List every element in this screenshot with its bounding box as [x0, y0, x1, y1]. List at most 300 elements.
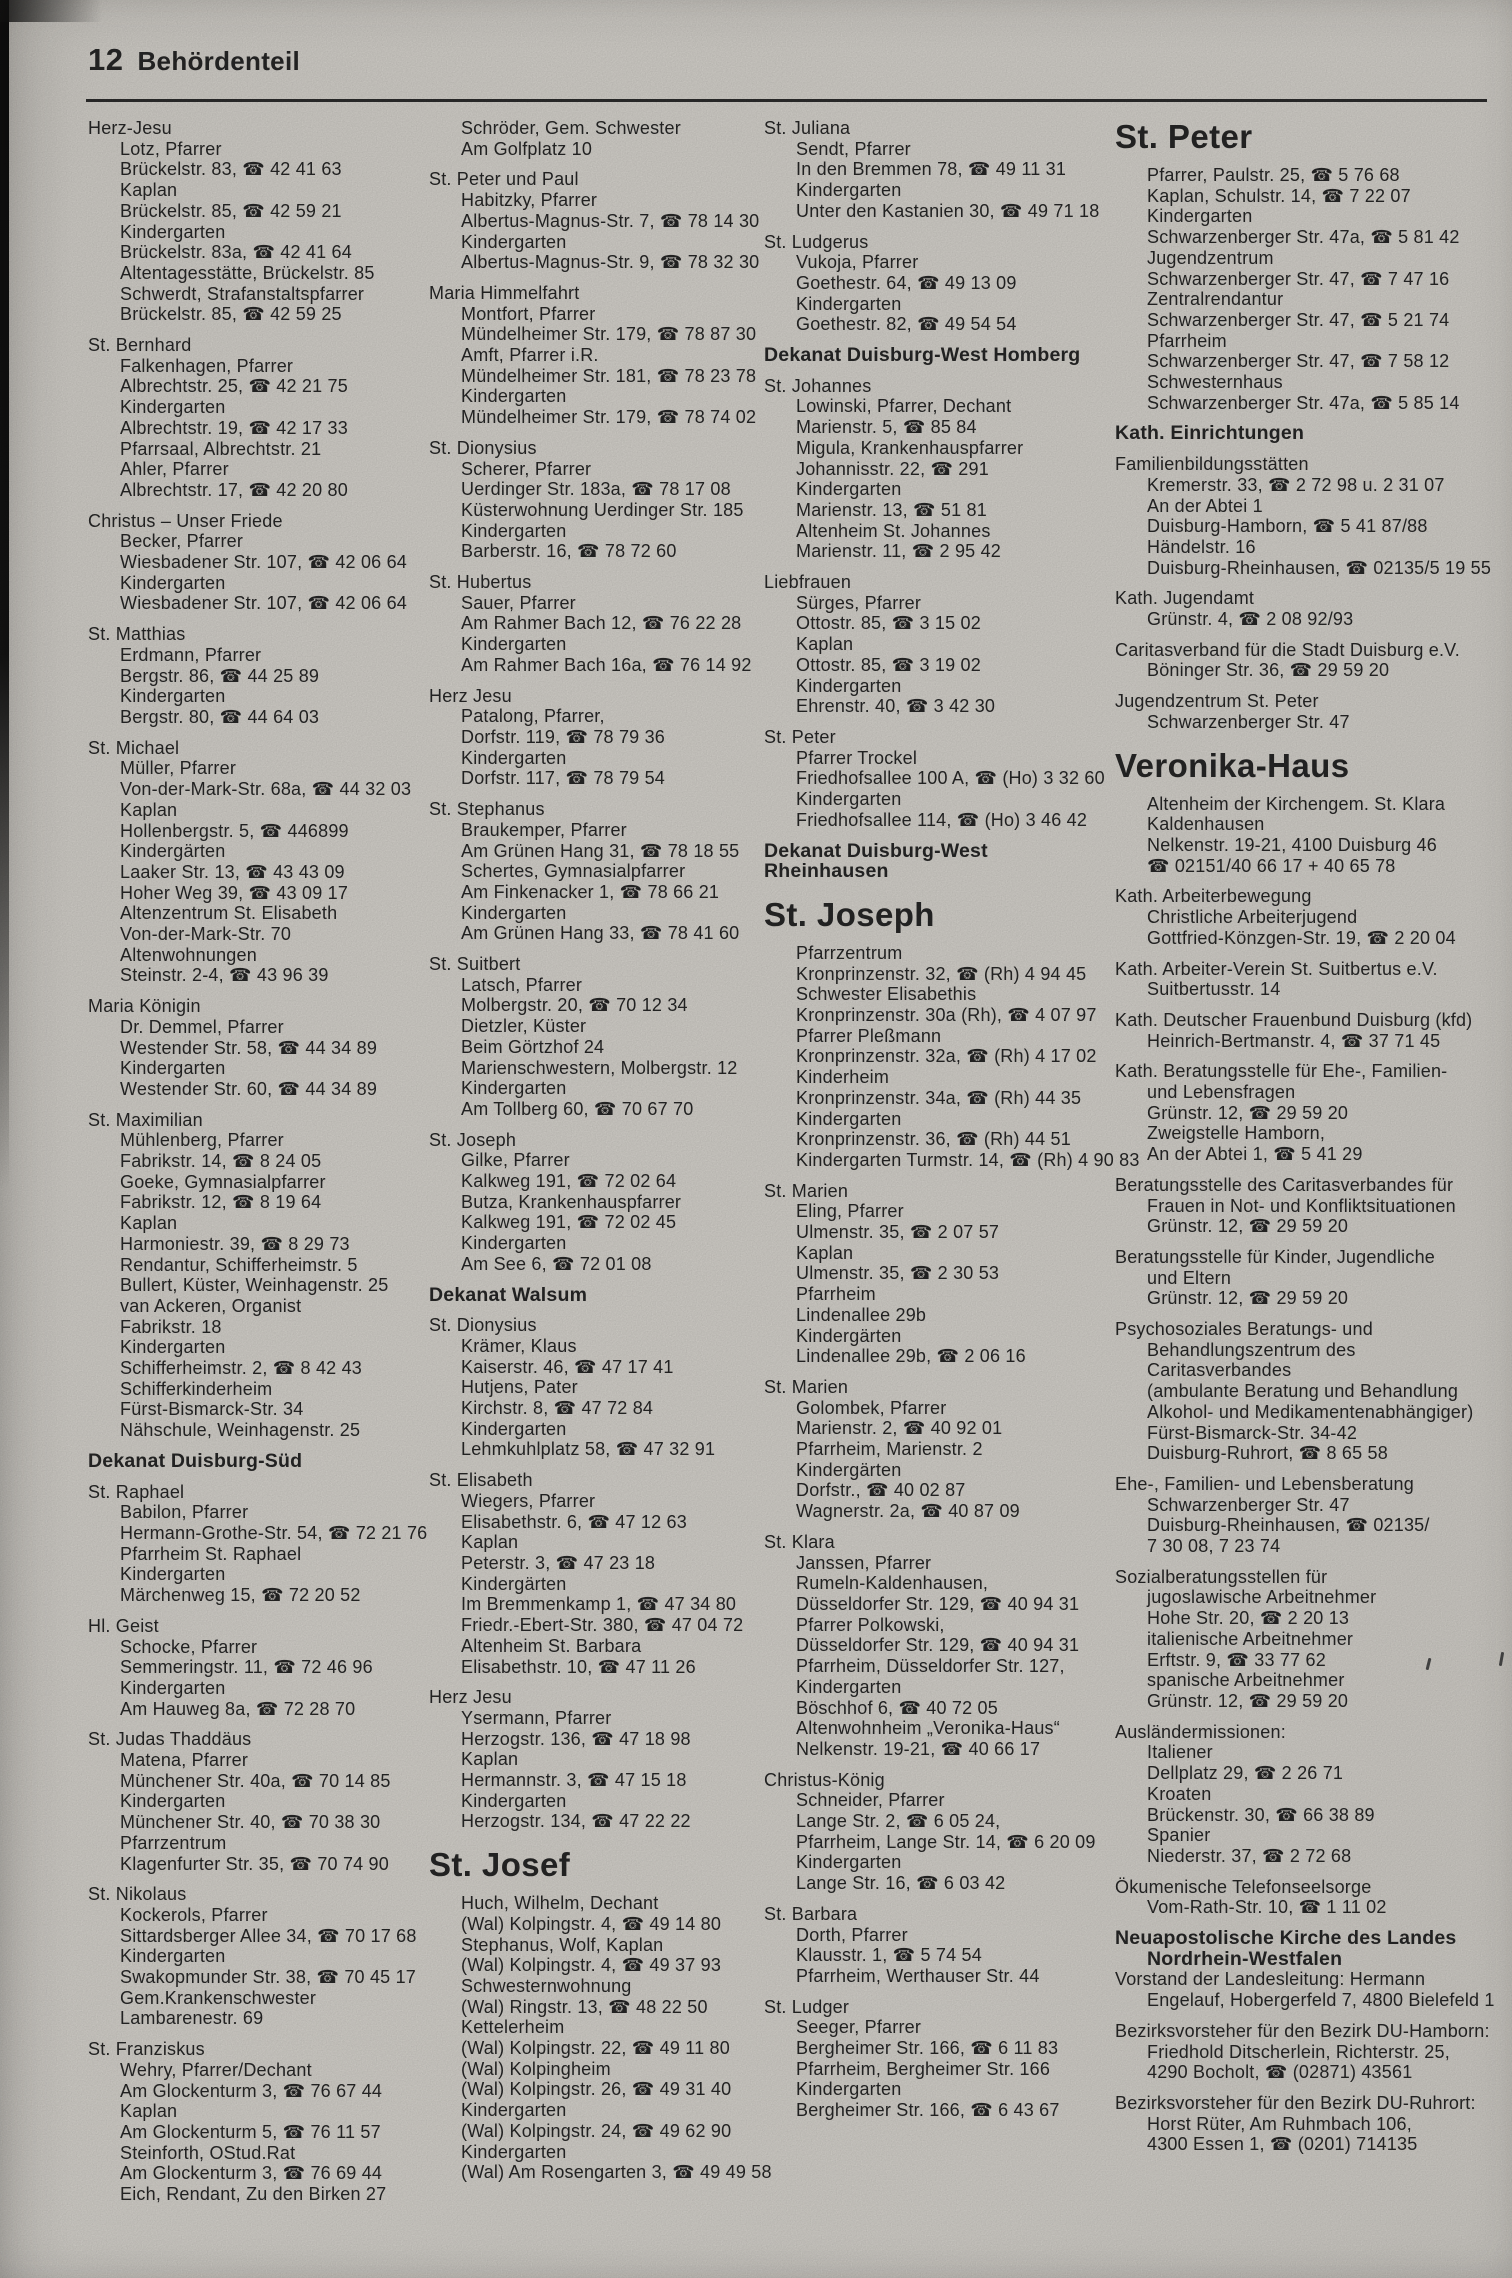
entry-line: Krämer, Klaus [461, 1335, 577, 1356]
directory-block [1115, 959, 1512, 1000]
entry-line: Schifferkinderheim [120, 1378, 273, 1399]
entry-line: Pfarrheim, Marienstr. 2 [796, 1439, 983, 1460]
entry-line: Kindergarten [120, 572, 226, 593]
entry-line: Böschhof 6, ☎ 40 72 05 [796, 1697, 998, 1718]
entry-line: Am Tollberg 60, ☎ 70 67 70 [461, 1098, 694, 1119]
entry-line: Kaiserstr. 46, ☎ 47 17 41 [461, 1356, 674, 1377]
entry-heading: Sozialberatungsstellen für [1115, 1566, 1328, 1587]
entry-heading: St. Franziskus [88, 2039, 205, 2060]
entry-line: Duisburg-Ruhrort, ☎ 8 65 58 [1147, 1443, 1388, 1464]
entry-line: Lange Str. 16, ☎ 6 03 42 [796, 1873, 1006, 1894]
entry-line: Kindergarten [461, 520, 567, 541]
entry-line: Am Hauweg 8a, ☎ 72 28 70 [120, 1698, 356, 1719]
entry-heading: St. Stephanus [429, 799, 545, 820]
entry-line: Altenwohnungen [120, 944, 257, 965]
entry-line: Friedhofsallee 100 A, ☎ (Ho) 3 32 60 [796, 768, 1105, 789]
entry-line: Caritasverbandes [1147, 1360, 1292, 1381]
entry-line: Marienstr. 13, ☎ 51 81 [796, 499, 987, 520]
directory-block [429, 1470, 774, 1677]
entry-line: Goethestr. 82, ☎ 49 54 54 [796, 314, 1017, 335]
entry-line: Schifferheimstr. 2, ☎ 8 42 43 [120, 1358, 363, 1379]
entry-line: Babilon, Pfarrer [120, 1502, 249, 1523]
entry-line: Elisabethstr. 6, ☎ 47 12 63 [461, 1511, 687, 1532]
directory-block [88, 1482, 433, 1606]
entry-line: Ehrenstr. 40, ☎ 3 42 30 [796, 696, 996, 717]
entry-heading: St. Bernhard [88, 335, 192, 356]
entry-line: Ottostr. 85, ☎ 3 19 02 [796, 654, 981, 675]
entry-line: Kindergarten Turmstr. 14, ☎ (Rh) 4 90 83 [796, 1149, 1140, 1170]
entry-line: Hermann-Grothe-Str. 54, ☎ 72 21 76 [120, 1523, 428, 1543]
entry-line: Marienstr. 5, ☎ 85 84 [796, 417, 977, 438]
directory-block [88, 996, 433, 1100]
entry-heading: Kath. Jugendamt [1115, 588, 1255, 609]
entry-heading: Bezirksvorsteher für den Bezirk DU-Ruhrort: [1115, 2092, 1476, 2113]
entry-line: Kindergarten [461, 2100, 567, 2121]
dekanat-heading: Rheinhausen [764, 860, 889, 883]
directory-block [764, 1532, 1116, 1760]
entry-line: Schwarzenberger Str. 47, ☎ 7 58 12 [1147, 351, 1450, 372]
entry-line: Kindergarten [796, 479, 902, 500]
entry-line: Grünstr. 12, ☎ 29 59 20 [1147, 1216, 1349, 1237]
entry-line: Schwarzenberger Str. 47, ☎ 7 47 16 [1147, 268, 1450, 289]
entry-line: Kaldenhausen [1147, 814, 1265, 835]
directory-block [429, 1130, 774, 1275]
entry-heading: Beratungsstelle des Caritasverbandes für [1115, 1174, 1454, 1195]
entry-line: (Wal) Kolpingstr. 24, ☎ 49 62 90 [461, 2120, 732, 2141]
entry-heading: Beratungsstelle für Kinder, Jugendliche [1115, 1246, 1435, 1267]
entry-line: Vom-Rath-Str. 10, ☎ 1 11 02 [1147, 1897, 1387, 1918]
directory-block [764, 1904, 1116, 1987]
entry-heading: Christus-König [764, 1769, 885, 1790]
entry-line: Kindergarten [120, 397, 226, 418]
entry-line: Goethestr. 64, ☎ 49 13 09 [796, 272, 1017, 293]
entry-line: Dorfstr. 119, ☎ 78 79 36 [461, 726, 665, 747]
entry-line: jugoslawische Arbeitnehmer [1147, 1587, 1377, 1608]
entry-heading: Kath. Arbeiter-Verein St. Suitbertus e.V. [1115, 958, 1438, 979]
entry-line: Kindergarten [461, 1078, 567, 1099]
directory-block [88, 1729, 433, 1874]
entry-line: Frauen in Not- und Konfliktsituationen [1147, 1195, 1456, 1216]
entry-line: Kroaten [1147, 1783, 1212, 1804]
entry-line: Kindergärten [120, 841, 226, 862]
entry-line: Schwarzenberger Str. 47a, ☎ 5 85 14 [1147, 392, 1460, 413]
entry-heading: Kath. Beratungsstelle für Ehe-, Familien- [1115, 1061, 1448, 1082]
entry-line: Nähschule, Weinhagenstr. 25 [120, 1420, 361, 1441]
entry-heading: St. Ludgerus [764, 231, 869, 252]
directory-block [1115, 1175, 1512, 1237]
parish-headline: St. Josef [429, 1846, 571, 1884]
dekanat-heading: Dekanat Duisburg-Süd [88, 1449, 303, 1472]
entry-line: Kronprinzenstr. 32a, ☎ (Rh) 4 17 02 [796, 1046, 1097, 1067]
entry-line: Hutjens, Pater [461, 1377, 578, 1398]
entry-line: Alkohol- und Medikamentenabhängiger) [1147, 1401, 1474, 1422]
entry-line: Niederstr. 37, ☎ 2 72 68 [1147, 1845, 1352, 1866]
parish-headline: St. Joseph [764, 895, 935, 933]
entry-line: Erftstr. 9, ☎ 33 77 62 [1147, 1649, 1326, 1670]
directory-block [88, 624, 433, 728]
directory-block [429, 686, 774, 790]
directory-block [1115, 747, 1512, 877]
entry-line: Mündelheimer Str. 179, ☎ 78 87 30 [461, 324, 757, 345]
entry-line: Pfarrheim, Bergheimer Str. 166 [796, 2058, 1051, 2079]
entry-heading: St. Judas Thaddäus [88, 1729, 252, 1750]
entry-line: Suitbertusstr. 14 [1147, 979, 1281, 1000]
directory-block [764, 1181, 1116, 1367]
entry-line: Becker, Pfarrer [120, 531, 244, 552]
column-3 [764, 118, 1140, 2131]
entry-line: Schwarzenberger Str. 47a, ☎ 5 81 42 [1147, 227, 1460, 248]
entry-line: Jugendzentrum [1147, 247, 1274, 268]
entry-line: Butza, Krankenhauspfarrer [461, 1191, 682, 1212]
entry-line: Steinforth, OStud.Rat [120, 2142, 296, 2163]
entry-line: Friedhofsallee 114, ☎ (Ho) 3 46 42 [796, 809, 1088, 830]
entry-line: (Wal) Ringstr. 13, ☎ 48 22 50 [461, 1996, 708, 2017]
entry-line: Bullert, Küster, Weinhagenstr. 25 [120, 1275, 389, 1296]
entry-line: Harmoniestr. 39, ☎ 8 29 73 [120, 1233, 350, 1254]
entry-line: Am Glockenturm 3, ☎ 76 67 44 [120, 2080, 383, 2101]
scan-edge-left [0, 0, 9, 1190]
entry-line: Kaplan [120, 180, 178, 201]
directory-block [764, 345, 1116, 366]
entry-line: (Wal) Am Rosengarten 3, ☎ 49 49 58 [461, 2162, 772, 2183]
entry-line: Matena, Pfarrer [120, 1750, 249, 1771]
entry-line: Kaplan [120, 2101, 178, 2122]
entry-heading: St. Barbara [764, 1903, 858, 1924]
entry-line: Schwesternwohnung [461, 1975, 632, 1996]
header-rule [86, 99, 1487, 102]
entry-line: Uerdinger Str. 183a, ☎ 78 17 08 [461, 479, 731, 500]
entry-line: Kindergarten [461, 634, 567, 655]
entry-heading: Familienbildungsstätten [1115, 454, 1309, 475]
directory-block [1115, 454, 1512, 578]
directory-block [764, 727, 1116, 831]
entry-line: Altenheim St. Johannes [796, 520, 991, 541]
entry-line: Pfarrzentrum [120, 1832, 227, 1853]
entry-line: Migula, Krankenhauspfarrer [796, 437, 1024, 458]
entry-line: Schocke, Pfarrer [120, 1636, 258, 1657]
entry-line: Eich, Rendant, Zu den Birken 27 [120, 2184, 387, 2205]
entry-line: Brückenstr. 30, ☎ 66 38 89 [1147, 1804, 1375, 1825]
entry-line: Christliche Arbeiterjugend [1147, 907, 1358, 928]
entry-line: Fabrikstr. 18 [120, 1316, 222, 1337]
entry-line: Schwarzenberger Str. 47 [1147, 1494, 1350, 1515]
directory-block [1115, 691, 1512, 732]
directory-block [1115, 1061, 1512, 1165]
entry-line: Kindergarten [461, 2141, 567, 2162]
entry-line: Am Grünen Hang 31, ☎ 78 18 55 [461, 840, 740, 861]
dekanat-heading: Kath. Einrichtungen [1115, 422, 1305, 445]
entry-heading: St. Dionysius [429, 437, 537, 458]
entry-line: Düsseldorfer Str. 129, ☎ 40 94 31 [796, 1594, 1080, 1614]
entry-line: Händelstr. 16 [1147, 536, 1256, 557]
entry-line: (Wal) Kolpingstr. 4, ☎ 49 14 80 [461, 1913, 722, 1934]
entry-line: Brückelstr. 83a, ☎ 42 41 64 [120, 242, 352, 263]
entry-line: Herzogstr. 136, ☎ 47 18 98 [461, 1728, 691, 1749]
entry-line: Marienstr. 2, ☎ 40 92 01 [796, 1418, 1003, 1439]
directory-block [1115, 588, 1512, 629]
entry-line: Albrechtstr. 17, ☎ 42 20 80 [120, 479, 348, 500]
entry-line: Brückelstr. 85, ☎ 42 59 21 [120, 200, 342, 221]
entry-line: (ambulante Beratung und Behandlung [1147, 1381, 1459, 1402]
entry-line: Pfarrheim St. Raphael [120, 1543, 302, 1564]
entry-line: Kronprinzenstr. 36, ☎ (Rh) 44 51 [796, 1129, 1071, 1150]
entry-line: Pfarrheim, Werthauser Str. 44 [796, 1965, 1040, 1986]
directory-block [429, 799, 774, 944]
entry-heading: St. Matthias [88, 624, 186, 645]
entry-line: Nelkenstr. 19-21, 4100 Duisburg 46 [1147, 834, 1437, 855]
entry-heading: St. Maximilian [88, 1109, 203, 1130]
entry-line: Am Glockenturm 3, ☎ 76 69 44 [120, 2163, 383, 2184]
entry-heading: Hl. Geist [88, 1615, 159, 1636]
entry-line: Ysermann, Pfarrer [461, 1707, 612, 1728]
entry-heading: Maria Königin [88, 996, 201, 1017]
entry-line: Wehry, Pfarrer/Dechant [120, 2059, 312, 2080]
entry-line: Altenheim St. Barbara [461, 1635, 642, 1656]
entry-line: Fürst-Bismarck-Str. 34-42 [1147, 1422, 1358, 1443]
directory-block [429, 954, 774, 1120]
entry-line: van Ackeren, Organist [120, 1295, 302, 1316]
entry-line: Altenzentrum St. Elisabeth [120, 903, 338, 924]
entry-line: Kindergarten [796, 1108, 902, 1129]
directory-block [88, 511, 433, 615]
entry-line: Schwerdt, Strafanstaltspfarrer [120, 283, 365, 304]
entry-line: und Lebensfragen [1147, 1082, 1296, 1103]
entry-line: italienische Arbeitnehmer [1147, 1628, 1354, 1649]
entry-heading: Bezirksvorsteher für den Bezirk DU-Hamborn: [1115, 2020, 1490, 2041]
entry-line: Kindergarten [461, 902, 567, 923]
entry-line: Küsterwohnung Uerdinger Str. 185 [461, 499, 744, 520]
directory-block [1115, 2093, 1512, 2155]
entry-line: Kindergarten [120, 1677, 226, 1698]
entry-line: Kremerstr. 33, ☎ 2 72 98 u. 2 31 07 [1147, 474, 1445, 495]
entry-line: Kindergarten [120, 686, 226, 707]
entry-line: Kindergarten [120, 1791, 226, 1812]
entry-line: Kaplan [796, 1242, 854, 1263]
entry-line: Stephanus, Wolf, Kaplan [461, 1934, 664, 1955]
entry-line: Wiesbadener Str. 107, ☎ 42 06 64 [120, 552, 407, 573]
directory-block [764, 841, 1116, 882]
entry-line: Lindenallee 29b [796, 1304, 927, 1325]
entry-line: Dellplatz 29, ☎ 2 26 71 [1147, 1763, 1344, 1784]
directory-block [1115, 1010, 1512, 1051]
entry-line: Kronprinzenstr. 34a, ☎ (Rh) 44 35 [796, 1087, 1082, 1108]
entry-line: Ottostr. 85, ☎ 3 15 02 [796, 613, 981, 634]
entry-line: Mündelheimer Str. 181, ☎ 78 23 78 [461, 365, 757, 386]
entry-heading: St. Peter und Paul [429, 169, 579, 190]
entry-line: Kaplan [461, 1532, 519, 1553]
entry-line: Nelkenstr. 19-21, ☎ 40 66 17 [796, 1738, 1041, 1759]
entry-line: Kindergarten [1147, 206, 1253, 227]
page-number: 12 [88, 42, 124, 77]
entry-line: Albrechtstr. 25, ☎ 42 21 75 [120, 376, 348, 397]
entry-line: Vukoja, Pfarrer [796, 252, 919, 273]
entry-line: Münchener Str. 40a, ☎ 70 14 85 [120, 1770, 391, 1791]
entry-line: Dorfstr. 117, ☎ 78 79 54 [461, 768, 665, 789]
entry-line: Johannisstr. 22, ☎ 291 [796, 458, 989, 479]
entry-line: Kindergarten [120, 1564, 226, 1585]
directory-block [1115, 1567, 1512, 1712]
entry-line: Kettelerheim [461, 2017, 565, 2038]
entry-line: Grünstr. 12, ☎ 29 59 20 [1147, 1691, 1349, 1711]
entry-line: Am Rahmer Bach 16a, ☎ 76 14 92 [461, 654, 752, 675]
entry-line: Kirchstr. 8, ☎ 47 72 84 [461, 1398, 654, 1419]
entry-line: Montfort, Pfarrer [461, 303, 596, 324]
column-4 [1115, 118, 1512, 2165]
entry-heading: St. Raphael [88, 1481, 185, 1502]
entry-line: Spanier [1147, 1825, 1211, 1846]
directory-block [429, 1285, 774, 1306]
directory-block [1115, 423, 1512, 444]
entry-line: Kindergarten [796, 180, 902, 201]
entry-line: Hohe Str. 20, ☎ 2 20 13 [1147, 1608, 1350, 1629]
entry-line: Kalkweg 191, ☎ 72 02 45 [461, 1212, 677, 1233]
entry-line: Habitzky, Pfarrer [461, 190, 598, 211]
entry-line: Von-der-Mark-Str. 70 [120, 924, 292, 945]
entry-line: Latsch, Pfarrer [461, 974, 583, 995]
entry-line: Pfarrer Trockel [796, 747, 918, 768]
entry-line: Duisburg-Rheinhausen, ☎ 02135/ [1147, 1515, 1430, 1536]
entry-line: Italiener [1147, 1742, 1213, 1763]
directory-block [88, 118, 433, 325]
entry-line: Kaplan [120, 1213, 178, 1234]
entry-line: Zentralrendantur [1147, 289, 1284, 310]
entry-line: Braukemper, Pfarrer [461, 819, 627, 840]
entry-heading: Psychosoziales Beratungs- und [1115, 1319, 1373, 1340]
entry-line: Lindenallee 29b, ☎ 2 06 16 [796, 1346, 1026, 1367]
entry-heading: St. Peter [764, 726, 836, 747]
entry-line: Duisburg-Hamborn, ☎ 5 41 87/88 [1147, 516, 1428, 537]
entry-line: Sittardsberger Allee 34, ☎ 70 17 68 [120, 1925, 417, 1946]
entry-line: Von-der-Mark-Str. 68a, ☎ 44 32 03 [120, 779, 412, 800]
entry-line: Düsseldorfer Str. 129, ☎ 40 94 31 [796, 1635, 1080, 1656]
directory-block [1115, 1722, 1512, 1867]
entry-line: In den Bremmen 78, ☎ 49 11 31 [796, 159, 1067, 180]
entry-line: Kindergarten [120, 1946, 226, 1967]
entry-line: Am Glockenturm 5, ☎ 76 11 57 [120, 2121, 381, 2142]
entry-line: Pfarrzentrum [796, 942, 903, 963]
entry-line: Pfarrheim, Lange Str. 14, ☎ 6 20 09 [796, 1831, 1096, 1852]
entry-line: Kindergärten [796, 1325, 902, 1346]
directory-block [1115, 2021, 1512, 2083]
dekanat-heading: Dekanat Walsum [429, 1283, 588, 1306]
entry-line: Heinrich-Bertmanstr. 4, ☎ 37 71 45 [1147, 1030, 1441, 1051]
entry-line: Golombek, Pfarrer [796, 1397, 947, 1418]
entry-heading: Kath. Deutscher Frauenbund Duisburg (kfd) [1115, 1009, 1473, 1030]
directory-block [429, 169, 774, 273]
entry-line: Kindergarten [796, 293, 902, 314]
directory-block [1115, 886, 1512, 948]
directory-block [429, 283, 774, 428]
entry-heading: St. Suitbert [429, 954, 521, 975]
directory-block [429, 1687, 774, 1832]
entry-heading: Ökumenische Telefonseelsorge [1115, 1876, 1372, 1897]
entry-line: Pfarrer Polkowski, [796, 1614, 945, 1635]
entry-line: Sauer, Pfarrer [461, 592, 576, 613]
entry-line: Gem.Krankenschwester [120, 1987, 317, 2008]
directory-block [764, 1997, 1116, 2121]
entry-line: Dorfstr., ☎ 40 02 87 [796, 1480, 966, 1501]
directory-block [764, 572, 1116, 717]
entry-line: Westender Str. 60, ☎ 44 34 89 [120, 1078, 378, 1099]
entry-heading: St. Ludger [764, 1996, 850, 2017]
entry-line: Laaker Str. 13, ☎ 43 43 09 [120, 861, 345, 882]
entry-line: (Wal) Kolpingheim [461, 2058, 611, 2079]
entry-line: Molbergstr. 20, ☎ 70 12 34 [461, 995, 688, 1016]
entry-line: Pfarrer Pleßmann [796, 1025, 942, 1046]
entry-line: Kaplan [796, 634, 854, 655]
entry-line: Pfarrer, Paulstr. 25, ☎ 5 76 68 [1147, 165, 1400, 185]
entry-line: Altenheim der Kirchengem. St. Klara [1147, 793, 1446, 814]
entry-line: Fabrikstr. 12, ☎ 8 19 64 [120, 1192, 322, 1213]
entry-line: Kindergarten [120, 1058, 226, 1079]
entry-line: Kindergarten [461, 386, 567, 407]
entry-heading: Caritasverband für die Stadt Duisburg e.V. [1115, 639, 1460, 660]
entry-line: Falkenhagen, Pfarrer [120, 355, 294, 376]
entry-line: Kindergarten [461, 747, 567, 768]
entry-line: Am Rahmer Bach 12, ☎ 76 22 28 [461, 613, 742, 634]
entry-heading: St. Joseph [429, 1129, 517, 1150]
entry-line: Sendt, Pfarrer [796, 138, 911, 159]
entry-line: Fabrikstr. 14, ☎ 8 24 05 [120, 1151, 322, 1172]
parish-headline: Veronika-Haus [1115, 746, 1350, 784]
entry-line: Am Golfplatz 10 [461, 138, 593, 159]
entry-line: Ulmenstr. 35, ☎ 2 30 53 [796, 1263, 1000, 1284]
entry-line: Im Bremmenkamp 1, ☎ 47 34 80 [461, 1594, 737, 1615]
entry-line: Münchener Str. 40, ☎ 70 38 30 [120, 1812, 381, 1833]
column-2 [429, 118, 774, 2193]
column-1 [88, 118, 433, 2215]
entry-line: Kaplan [461, 1749, 519, 1770]
parish-headline: St. Peter [1115, 118, 1253, 155]
entry-line: Kindergärten [796, 1459, 902, 1480]
entry-line: Elisabethstr. 10, ☎ 47 11 26 [461, 1656, 696, 1677]
directory-block [764, 1770, 1116, 1894]
entry-line: Lange Str. 2, ☎ 6 05 24, [796, 1811, 1001, 1832]
entry-line: Am Grünen Hang 33, ☎ 78 41 60 [461, 923, 740, 944]
directory-block [1115, 1319, 1512, 1464]
entry-line: Fürst-Bismarck-Str. 34 [120, 1399, 304, 1420]
entry-line: Janssen, Pfarrer [796, 1552, 932, 1573]
scan-edge-top-left [0, 0, 120, 22]
directory-block [1115, 1474, 1512, 1557]
entry-line: Swakopmunder Str. 38, ☎ 70 45 17 [120, 1967, 416, 1988]
entry-line: Märchenweg 15, ☎ 72 20 52 [120, 1585, 361, 1606]
entry-heading: St. Klara [764, 1531, 835, 1552]
entry-line: Klagenfurter Str. 35, ☎ 70 74 90 [120, 1853, 389, 1874]
directory-block [88, 1110, 433, 1441]
directory-block [88, 2039, 433, 2205]
entry-heading: Christus – Unser Friede [88, 510, 283, 531]
entry-line: Duisburg-Rheinhausen, ☎ 02135/5 19 55 [1147, 557, 1492, 578]
entry-line: Behandlungszentrum des [1147, 1339, 1356, 1360]
entry-line: Lowinski, Pfarrer, Dechant [796, 396, 1012, 417]
entry-line: Sürges, Pfarrer [796, 592, 922, 613]
entry-line: 7 30 08, 7 23 74 [1147, 1536, 1281, 1557]
entry-line: Wiegers, Pfarrer [461, 1490, 596, 1511]
entry-line: Kaplan [120, 799, 178, 820]
entry-line: Huch, Wilhelm, Dechant [461, 1893, 659, 1914]
entry-line: Friedr.-Ebert-Str. 380, ☎ 47 04 72 [461, 1615, 744, 1636]
entry-heading: Ausländermissionen: [1115, 1721, 1286, 1742]
entry-heading: Herz-Jesu [88, 118, 172, 138]
entry-line: 4300 Essen 1, ☎ (0201) 714135 [1147, 2134, 1418, 2155]
entry-line: Pfarrsaal, Albrechtstr. 21 [120, 438, 322, 459]
entry-line: Schwesternhaus [1147, 372, 1283, 393]
entry-line: Bergstr. 86, ☎ 44 25 89 [120, 665, 320, 686]
directory-block [429, 118, 774, 159]
entry-heading: St. Juliana [764, 118, 851, 138]
entry-line: Kinderheim [796, 1067, 890, 1088]
